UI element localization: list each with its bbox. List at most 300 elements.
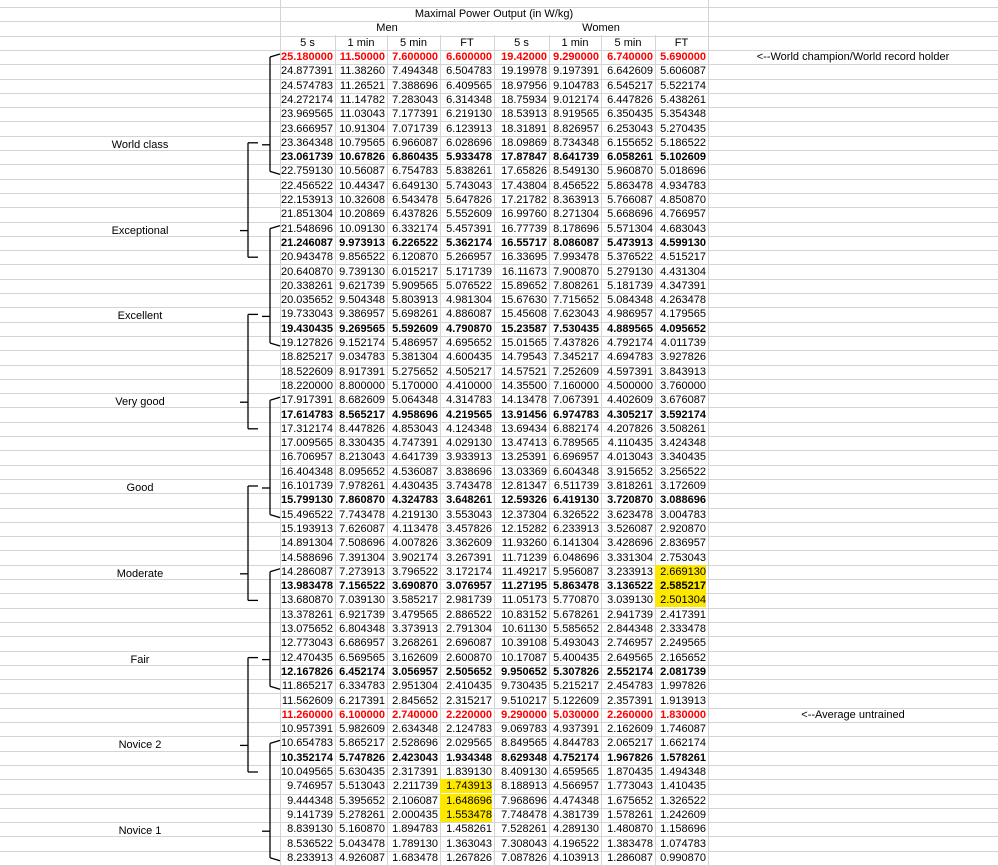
table-cell: 4.219565 [446, 409, 492, 421]
bracket-bottom-tick [270, 858, 280, 861]
table-cell: 9.739130 [339, 266, 385, 278]
table-cell: 3.373913 [392, 623, 438, 635]
table-cell: 5.766087 [607, 194, 653, 206]
table-cell: 9.386957 [339, 308, 385, 320]
table-cell: 8.800000 [339, 380, 385, 392]
table-cell: 4.597391 [607, 366, 653, 378]
table-cell: 1.578261 [660, 752, 706, 764]
table-cell: 1.746087 [660, 723, 706, 735]
table-cell: 11.03043 [339, 108, 385, 120]
table-cell: 19.127826 [281, 337, 333, 349]
table-cell: 10.44347 [339, 180, 385, 192]
table-cell: 3.743478 [446, 480, 492, 492]
table-cell: 10.79565 [339, 137, 385, 149]
table-cell: 5.186522 [660, 137, 706, 149]
table-cell: 18.220000 [281, 380, 333, 392]
table-cell: 10.67826 [339, 151, 385, 163]
table-cell: 17.21782 [501, 194, 547, 206]
table-cell: 17.43804 [501, 180, 547, 192]
table-cell: 5.215217 [553, 680, 599, 692]
table-cell: 8.565217 [339, 409, 385, 421]
table-cell: 2.505652 [446, 666, 492, 678]
table-cell: 3.136522 [607, 580, 653, 592]
table-cell: 4.694783 [607, 351, 653, 363]
table-cell: 10.83152 [501, 609, 547, 621]
table-cell: 2.696087 [446, 637, 492, 649]
bracket-top-tick [270, 397, 280, 400]
table-cell: 13.075652 [281, 623, 333, 635]
table-cell: 3.843913 [660, 366, 706, 378]
table-cell: 18.31891 [501, 123, 547, 135]
table-cell: 6.334783 [339, 680, 385, 692]
table-cell: 5.438261 [660, 94, 706, 106]
table-cell: 6.048696 [553, 552, 599, 564]
table-cell: 18.53913 [501, 108, 547, 120]
category-label: Very good [115, 396, 165, 408]
table-cell: 2.951304 [392, 680, 438, 692]
column-header: 5 min [400, 37, 427, 49]
table-cell: 5.030000 [553, 709, 599, 721]
table-cell: 7.345217 [553, 351, 599, 363]
table-cell: 7.808261 [553, 280, 599, 292]
bracket-bottom-tick [270, 515, 280, 518]
table-cell: 10.91304 [339, 123, 385, 135]
table-cell: 4.179565 [660, 308, 706, 320]
table-cell: 9.152174 [339, 337, 385, 349]
table-cell: 3.902174 [392, 552, 438, 564]
table-cell: 3.256522 [660, 466, 706, 478]
table-cell: 19.42000 [501, 51, 547, 63]
table-cell: 5.698261 [392, 308, 438, 320]
table-cell: 3.076957 [446, 580, 492, 592]
table-cell: 5.307826 [553, 666, 599, 678]
table-cell: 20.640870 [281, 266, 333, 278]
table-cell: 16.99760 [501, 208, 547, 220]
table-cell: 3.267391 [446, 552, 492, 564]
table-cell: 2.981739 [446, 594, 492, 606]
table-cell: 5.043478 [339, 838, 385, 850]
table-cell: 7.252609 [553, 366, 599, 378]
table-cell: 15.496522 [281, 509, 333, 521]
table-cell: 7.283043 [392, 94, 438, 106]
table-cell: 6.543478 [392, 194, 438, 206]
table-cell: 2.065217 [607, 737, 653, 749]
table-cell: 2.501304 [655, 593, 706, 607]
table-cell: 7.900870 [553, 266, 599, 278]
table-cell: 5.513043 [339, 780, 385, 792]
table-cell: 1.662174 [660, 737, 706, 749]
table-cell: 1.242609 [660, 809, 706, 821]
side-note: <--World champion/World record holder [756, 51, 950, 63]
category-label: Exceptional [111, 225, 169, 237]
table-cell: 4.599130 [660, 237, 706, 249]
table-cell: 4.792174 [607, 337, 653, 349]
table-cell: 3.585217 [392, 594, 438, 606]
table-cell: 7.623043 [553, 308, 599, 320]
table-cell: 22.759130 [281, 165, 333, 177]
table-cell: 6.233913 [553, 523, 599, 535]
table-cell: 4.926087 [339, 852, 385, 864]
table-cell: 14.13478 [501, 394, 547, 406]
table-cell: 8.233913 [287, 852, 333, 864]
table-cell: 8.409130 [501, 766, 547, 778]
table-cell: 13.680870 [281, 594, 333, 606]
table-cell: 4.196522 [553, 838, 599, 850]
table-cell: 4.683043 [660, 223, 706, 235]
table-cell: 5.266957 [446, 251, 492, 263]
table-cell: 5.863478 [553, 580, 599, 592]
table-cell: 12.37304 [501, 509, 547, 521]
table-cell: 8.536522 [287, 838, 333, 850]
table-cell: 2.357391 [607, 695, 653, 707]
table-cell: 8.549130 [553, 165, 599, 177]
table-cell: 9.290000 [553, 51, 599, 63]
table-cell: 6.789565 [553, 437, 599, 449]
table-cell: 6.350435 [607, 108, 653, 120]
table-cell: 15.67630 [501, 294, 547, 306]
table-cell: 8.919565 [553, 108, 599, 120]
table-cell: 5.647826 [446, 194, 492, 206]
table-cell: 1.789130 [392, 838, 438, 850]
category-label: Fair [130, 654, 150, 666]
bracket-bottom-tick [270, 343, 280, 346]
table-cell: 10.39108 [501, 637, 547, 649]
table-cell: 5.084348 [607, 294, 653, 306]
table-cell: 4.659565 [553, 766, 599, 778]
table-cell: 2.000435 [392, 809, 438, 821]
table-cell: 3.526087 [607, 523, 653, 535]
table-cell: 4.886087 [446, 308, 492, 320]
table-cell: 6.100000 [339, 709, 385, 721]
table-cell: 13.69434 [501, 423, 547, 435]
table-cell: 4.600435 [446, 351, 492, 363]
table-cell: 9.730435 [501, 680, 547, 692]
table-cell: 7.968696 [501, 795, 547, 807]
table-cell: 2.886522 [446, 609, 492, 621]
side-note: <--Average untrained [801, 709, 905, 721]
table-cell: 8.734348 [553, 137, 599, 149]
table-cell: 3.428696 [607, 537, 653, 549]
bracket-top-tick [270, 226, 280, 229]
table-cell: 16.101739 [281, 480, 333, 492]
table-cell: 2.106087 [392, 795, 438, 807]
table-cell: 10.56087 [339, 165, 385, 177]
table-cell: 4.766957 [660, 208, 706, 220]
column-header: 5 s [300, 37, 315, 49]
table-cell: 3.508261 [660, 423, 706, 435]
table-cell: 10.20869 [339, 208, 385, 220]
table-cell: 9.069783 [501, 723, 547, 735]
table-cell: 25.180000 [281, 51, 333, 63]
table-cell: 2.585217 [655, 579, 706, 593]
table-cell: 2.669130 [655, 565, 706, 579]
table-cell: 9.856522 [339, 251, 385, 263]
table-cell: 11.260000 [281, 709, 333, 721]
table-cell: 5.933478 [446, 151, 492, 163]
table-cell: 3.457826 [446, 523, 492, 535]
table-cell: 1.363043 [446, 838, 492, 850]
table-cell: 5.770870 [553, 594, 599, 606]
table-cell: 5.400435 [553, 652, 599, 664]
table-cell: 14.891304 [281, 537, 333, 549]
table-cell: 7.743478 [339, 509, 385, 521]
table-cell: 7.530435 [553, 323, 599, 335]
table-cell: 1.494348 [660, 766, 706, 778]
table-cell: 5.354348 [660, 108, 706, 120]
column-header: 1 min [347, 37, 375, 49]
table-cell: 17.312174 [281, 423, 333, 435]
table-cell: 5.395652 [339, 795, 385, 807]
table-cell: 16.33695 [501, 251, 547, 263]
table-cell: 1.683478 [392, 852, 438, 864]
table-cell: 3.056957 [392, 666, 438, 678]
table-cell: 4.790870 [446, 323, 492, 335]
table-cell: 4.641739 [392, 451, 438, 463]
table-cell: 19.19978 [501, 65, 547, 77]
table-cell: 1.743913 [440, 779, 492, 793]
table-cell: 5.171739 [446, 266, 492, 278]
table-cell: 14.588696 [281, 552, 333, 564]
table-cell: 1.997826 [660, 680, 706, 692]
table-cell: 21.548696 [281, 223, 333, 235]
table-cell: 12.59326 [501, 494, 547, 506]
table-cell: 8.271304 [553, 208, 599, 220]
table-cell: 7.273913 [339, 566, 385, 578]
table-cell: 16.404348 [281, 466, 333, 478]
table-cell: 1.458261 [446, 823, 492, 835]
table-cell: 5.592609 [392, 323, 438, 335]
table-cell: 4.410000 [446, 380, 492, 392]
table-cell: 18.522609 [281, 366, 333, 378]
table-cell: 6.600000 [446, 51, 492, 63]
table-cell: 7.978261 [339, 480, 385, 492]
table-cell: 3.162609 [392, 652, 438, 664]
table-cell: 4.536087 [392, 466, 438, 478]
bracket-top-tick [270, 740, 280, 743]
table-cell: 8.086087 [553, 237, 599, 249]
table-cell: 9.950652 [501, 666, 547, 678]
table-cell: 2.845652 [392, 695, 438, 707]
table-cell: 13.983478 [281, 580, 333, 592]
table-cell: 7.308043 [501, 838, 547, 850]
table-cell: 18.09869 [501, 137, 547, 149]
table-cell: 3.915652 [607, 466, 653, 478]
table-cell: 4.011739 [660, 337, 706, 349]
table-cell: 5.956087 [553, 566, 599, 578]
table-cell: 3.088696 [660, 494, 706, 506]
table-cell: 15.23587 [501, 323, 547, 335]
table-cell: 4.958696 [392, 409, 438, 421]
table-cell: 2.920870 [660, 523, 706, 535]
table-cell: 10.957391 [281, 723, 333, 735]
table-cell: 17.009565 [281, 437, 333, 449]
table-cell: 6.028696 [446, 137, 492, 149]
table-cell: 1.410435 [660, 780, 706, 792]
table-cell: 3.648261 [446, 494, 492, 506]
table-cell: 5.863478 [607, 180, 653, 192]
table-cell: 4.263478 [660, 294, 706, 306]
table-cell: 6.511739 [553, 480, 599, 492]
table-cell: 7.177391 [392, 108, 438, 120]
table-cell: 23.666957 [281, 123, 333, 135]
table-cell: 17.917391 [281, 394, 333, 406]
table-cell: 2.528696 [392, 737, 438, 749]
table-cell: 1.894783 [392, 823, 438, 835]
table-cell: 5.678261 [553, 609, 599, 621]
table-cell: 8.363913 [553, 194, 599, 206]
table-cell: 4.850870 [660, 194, 706, 206]
table-cell: 6.452174 [339, 666, 385, 678]
column-header: 5 min [614, 37, 642, 49]
table-cell: 8.917391 [339, 366, 385, 378]
table-cell: 17.87847 [501, 151, 547, 163]
table-cell: 13.03369 [501, 466, 547, 478]
table-cell: 4.934783 [660, 180, 706, 192]
table-cell: 23.364348 [281, 137, 333, 149]
table-cell: 4.402609 [607, 394, 653, 406]
table-cell: 4.844783 [553, 737, 599, 749]
table-cell: 6.437826 [392, 208, 438, 220]
table-cell: 9.510217 [501, 695, 547, 707]
table-cell: 6.141304 [553, 537, 599, 549]
table-cell: 6.696957 [553, 451, 599, 463]
table-cell: 1.158696 [660, 823, 706, 835]
table-cell: 5.522174 [660, 80, 706, 92]
table-cell: 5.102609 [660, 151, 706, 163]
table-cell: 5.838261 [446, 165, 492, 177]
category-label: Moderate [116, 568, 164, 580]
table-cell: 2.211739 [392, 780, 438, 792]
table-cell: 4.381739 [553, 809, 599, 821]
table-cell: 1.934348 [446, 752, 492, 764]
table-cell: 4.207826 [607, 423, 653, 435]
table-cell: 6.921739 [339, 609, 385, 621]
column-header: FT [460, 37, 474, 49]
table-cell: 6.754783 [392, 165, 438, 177]
table-cell: 1.074783 [660, 838, 706, 850]
table-cell: 1.773043 [607, 780, 653, 792]
table-cell: 9.104783 [553, 80, 599, 92]
column-header: 1 min [561, 37, 589, 49]
table-cell: 5.493043 [553, 637, 599, 649]
table-cell: 15.89652 [501, 280, 547, 292]
table-cell: 3.553043 [446, 509, 492, 521]
table-cell: 9.746957 [287, 780, 333, 792]
table-cell: 1.553478 [440, 808, 492, 822]
table-cell: 2.836957 [660, 537, 706, 549]
table-cell: 21.246087 [281, 237, 333, 249]
table-cell: 22.153913 [281, 194, 333, 206]
table-cell: 15.45608 [501, 308, 547, 320]
table-cell: 1.383478 [607, 838, 653, 850]
table-cell: 24.877391 [281, 65, 333, 77]
table-cell: 4.013043 [607, 451, 653, 463]
table-cell: 2.249565 [660, 637, 706, 649]
table-cell: 1.326522 [660, 795, 706, 807]
table-cell: 2.260000 [607, 709, 653, 721]
table-cell: 6.409565 [446, 80, 492, 92]
table-cell: 6.419130 [553, 494, 599, 506]
table-cell: 4.103913 [553, 852, 599, 864]
table-cell: 1.267826 [446, 852, 492, 864]
table-cell: 7.528261 [501, 823, 547, 835]
category-label: Novice 2 [118, 739, 162, 751]
table-cell: 9.444348 [287, 795, 333, 807]
table-cell: 3.172609 [660, 480, 706, 492]
table-cell: 2.410435 [446, 680, 492, 692]
table-cell: 24.574783 [281, 80, 333, 92]
table-cell: 2.081739 [660, 666, 706, 678]
table-cell: 6.569565 [339, 652, 385, 664]
table-cell: 3.362609 [446, 537, 492, 549]
table-cell: 3.331304 [607, 552, 653, 564]
table-cell: 6.686957 [339, 637, 385, 649]
column-header: FT [674, 37, 689, 49]
table-cell: 2.417391 [660, 609, 706, 621]
table-cell: 7.626087 [339, 523, 385, 535]
table-cell: 4.937391 [553, 723, 599, 735]
table-cell: 4.124348 [446, 423, 492, 435]
table-cell: 12.470435 [281, 652, 333, 664]
table-cell: 4.515217 [660, 251, 706, 263]
table-cell: 14.35500 [501, 380, 547, 392]
table-cell: 8.629348 [501, 752, 547, 764]
table-cell: 7.391304 [339, 552, 385, 564]
table-cell: 14.79543 [501, 351, 547, 363]
table-cell: 11.50000 [339, 51, 385, 63]
table-cell: 8.826957 [553, 123, 599, 135]
table-cell: 10.17087 [501, 652, 547, 664]
table-cell: 11.562609 [281, 695, 333, 707]
table-cell: 9.504348 [339, 294, 385, 306]
table-cell: 13.91456 [501, 409, 547, 421]
table-cell: 4.747391 [392, 437, 438, 449]
table-cell: 5.690000 [660, 51, 706, 63]
table-cell: 4.314783 [446, 394, 492, 406]
table-cell: 3.623478 [607, 509, 653, 521]
table-cell: 6.217391 [339, 695, 385, 707]
table-cell: 3.690870 [392, 580, 438, 592]
table-cell: 16.706957 [281, 451, 333, 463]
table-cell: 13.47413 [501, 437, 547, 449]
table-cell: 4.505217 [446, 366, 492, 378]
table-cell: 6.740000 [607, 51, 653, 63]
table-cell: 5.381304 [392, 351, 438, 363]
table-cell: 5.362174 [446, 237, 492, 249]
table-cell: 4.324783 [392, 494, 438, 506]
category-label: Excellent [117, 310, 163, 322]
bracket-top-tick [270, 54, 280, 57]
table-cell: 18.75934 [501, 94, 547, 106]
table-cell: 5.076522 [446, 280, 492, 292]
sheet-title: Maximal Power Output (in W/kg) [414, 8, 574, 20]
table-cell: 7.039130 [339, 594, 385, 606]
table-cell: 5.279130 [607, 266, 653, 278]
table-cell: 5.018696 [660, 165, 706, 177]
table-cell: 10.32608 [339, 194, 385, 206]
table-cell: 5.960870 [607, 165, 653, 177]
table-cell: 3.720870 [607, 494, 653, 506]
table-cell: 20.338261 [281, 280, 333, 292]
table-cell: 7.494348 [392, 65, 438, 77]
table-cell: 1.578261 [607, 809, 653, 821]
table-cell: 5.606087 [660, 65, 706, 77]
table-cell: 5.160870 [339, 823, 385, 835]
table-cell: 6.649130 [392, 180, 438, 192]
table-cell: 4.289130 [553, 823, 599, 835]
table-cell: 13.25391 [501, 451, 547, 463]
table-cell: 3.818261 [607, 480, 653, 492]
